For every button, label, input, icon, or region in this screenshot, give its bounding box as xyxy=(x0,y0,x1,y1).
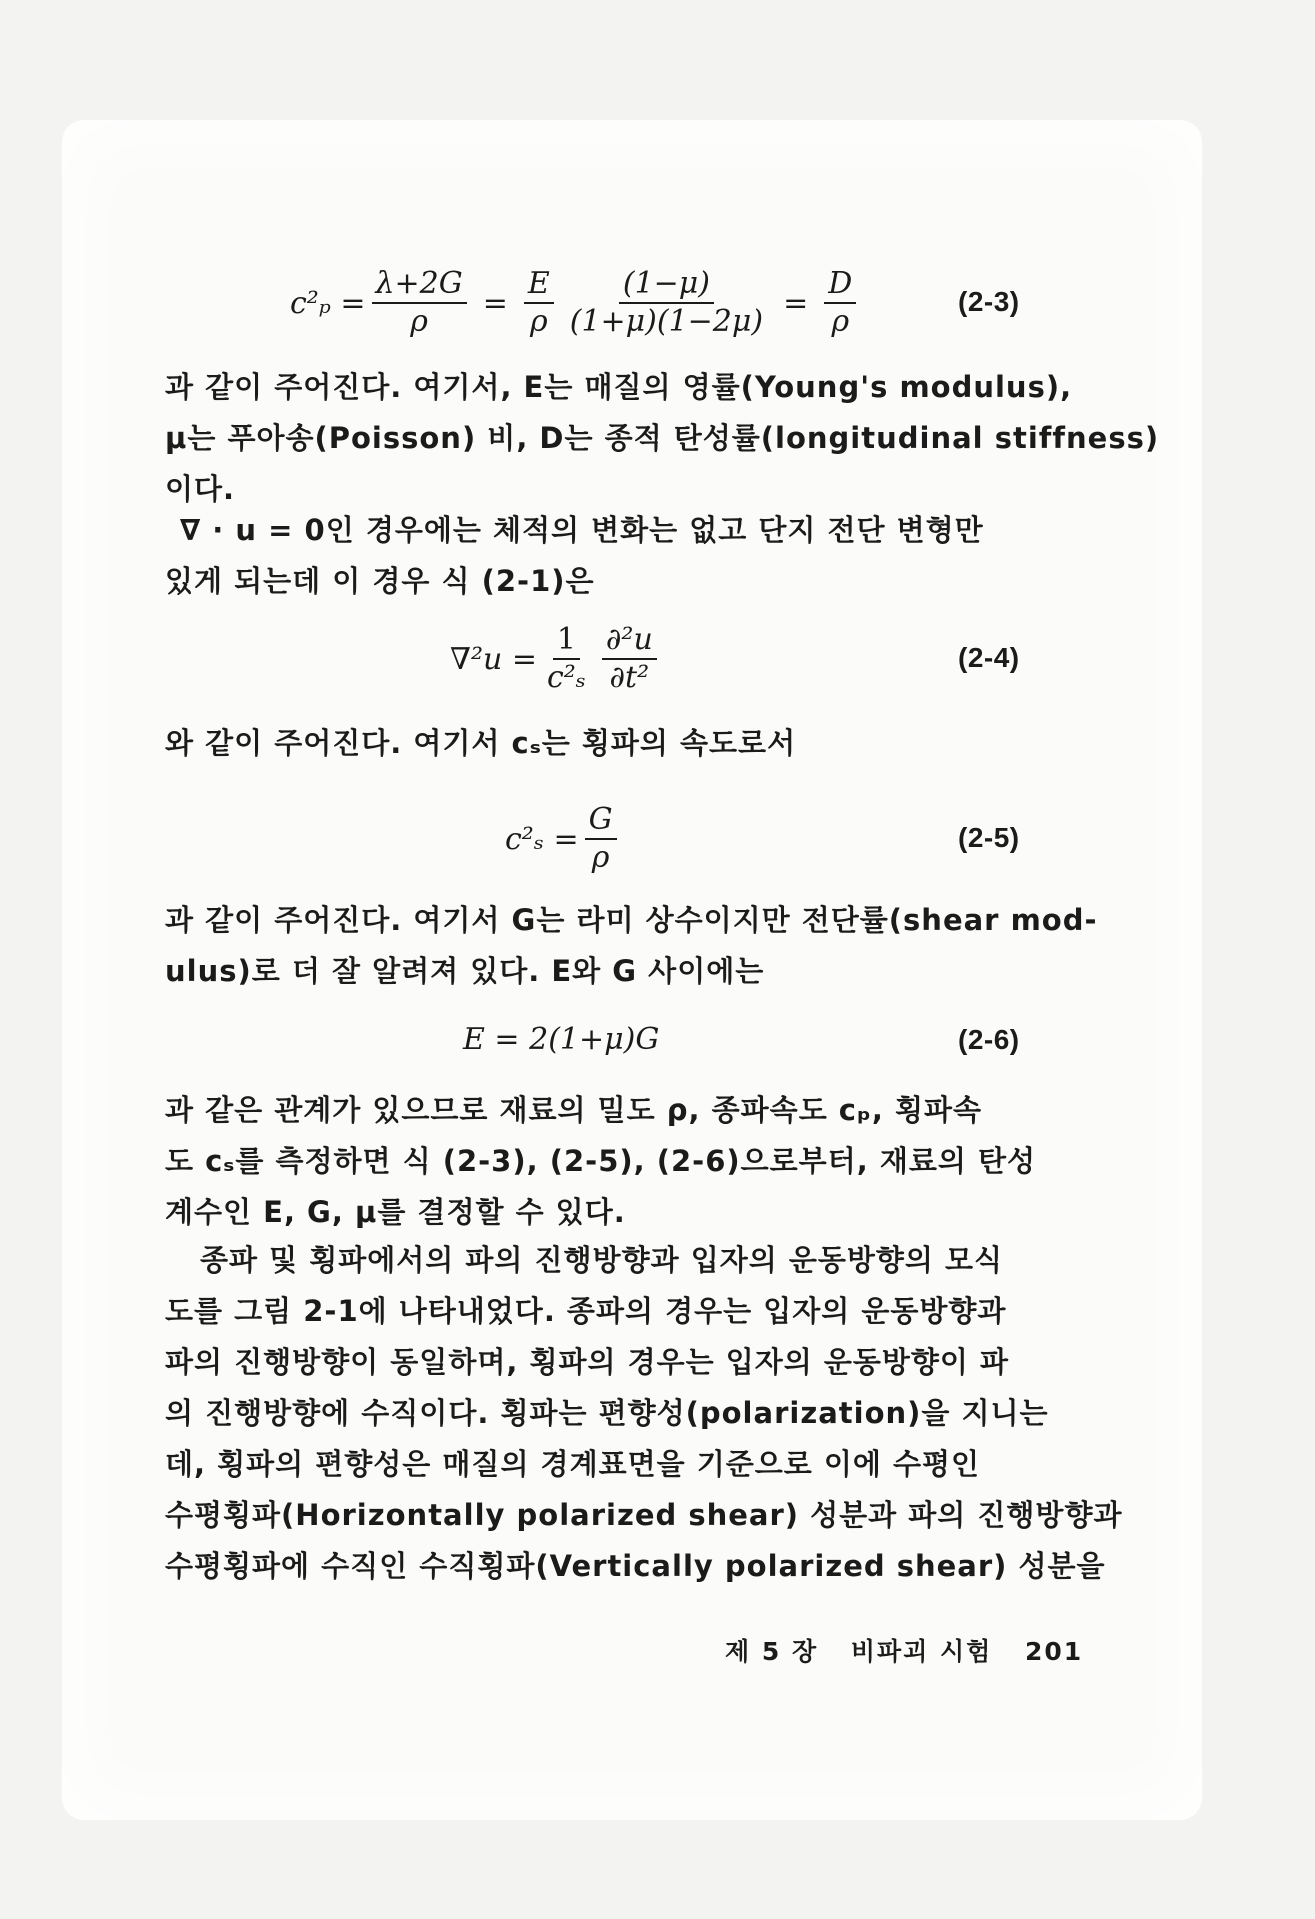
eq-denominator: ρ xyxy=(591,840,610,875)
equation-number: (2-6) xyxy=(958,1024,1020,1055)
text-line: 과 같이 주어진다. 여기서 G는 라미 상수이지만 전단률(shear mod- xyxy=(165,903,1098,937)
text-line: ∇ · u = 0인 경우에는 체적의 변화는 없고 단지 전단 변형만 xyxy=(180,513,984,547)
equation-number: (2-4) xyxy=(958,642,1020,673)
paragraph xyxy=(165,895,1098,997)
text-line: 이다. xyxy=(165,472,236,506)
eq-lhs: c²ₚ = xyxy=(290,285,366,321)
text-line: μ는 푸아송(Poisson) 비, D는 종적 탄성률(longitudinal stiffness) xyxy=(165,421,1160,455)
eq-numerator: (1−μ) xyxy=(619,267,714,304)
eq-numerator: G xyxy=(585,803,617,840)
text-line: 도를 그림 2-1에 나타내었다. 종파의 경우는 입자의 운동방향과 xyxy=(165,1294,1007,1328)
eq-fraction xyxy=(602,623,657,695)
chapter-title: 비파괴 시험 xyxy=(850,1637,993,1666)
paragraph xyxy=(165,1235,1123,1592)
eq-equals: = xyxy=(783,285,809,321)
eq-denominator: ρ xyxy=(410,304,428,339)
eq-numerator: 1 xyxy=(553,623,580,660)
eq-fraction xyxy=(585,803,617,875)
equation-number: (2-5) xyxy=(958,822,1020,853)
equation-number: (2-3) xyxy=(958,286,1020,317)
eq-fraction xyxy=(524,267,554,339)
text-line: ulus)로 더 잘 알려져 있다. E와 G 사이에는 xyxy=(165,954,765,988)
eq-fraction xyxy=(824,267,856,339)
text-line: 의 진행방향에 수직이다. 횡파는 편향성(polarization)을 지니는 xyxy=(165,1396,1049,1430)
eq-expression: E = 2(1+μ)G xyxy=(463,1022,660,1057)
text-line: 계수인 E, G, μ를 결정할 수 있다. xyxy=(165,1195,626,1229)
eq-fraction xyxy=(372,267,467,339)
text-line: 과 같이 주어진다. 여기서, E는 매질의 영률(Young's modulus), xyxy=(165,370,1073,404)
eq-numerator: ∂²u xyxy=(602,623,657,660)
eq-denominator: (1+μ)(1−2μ) xyxy=(569,304,764,339)
text-line: 과 같은 관계가 있으므로 재료의 밀도 ρ, 종파속도 cₚ, 횡파속 xyxy=(165,1093,983,1127)
page-footer xyxy=(725,1632,1105,1668)
text-line: 있게 되는데 이 경우 식 (2-1)은 xyxy=(165,564,595,598)
text-line: 파의 진행방향이 동일하며, 횡파의 경우는 입자의 운동방향이 파 xyxy=(165,1345,1010,1379)
eq-numerator: D xyxy=(824,267,856,304)
text-line: 도 cₛ를 측정하면 식 (2-3), (2-5), (2-6)으로부터, 재료의 탄성 xyxy=(165,1144,1036,1178)
text-line: 수평횡파(Horizontally polarized shear) 성분과 파의 진행방향과 xyxy=(165,1498,1123,1532)
eq-denominator: ρ xyxy=(831,304,850,339)
eq-fraction xyxy=(543,623,590,695)
paragraph xyxy=(165,505,1080,607)
eq-denominator: c²ₛ xyxy=(546,660,586,695)
eq-equals: = xyxy=(482,285,508,321)
paragraph xyxy=(165,362,1160,515)
eq-lhs: ∇²u = xyxy=(450,641,537,677)
text-line: 데, 횡파의 편향성은 매질의 경계표면을 기준으로 이에 수평인 xyxy=(165,1447,981,1481)
eq-fraction xyxy=(566,267,767,339)
eq-lhs: c²ₛ = xyxy=(505,821,579,857)
page-number: 201 xyxy=(1025,1637,1084,1666)
text-line: 수평횡파에 수직인 수직횡파(Vertically polarized shear) 성분을 xyxy=(165,1549,1106,1583)
text-line: 와 같이 주어진다. 여기서 cₛ는 횡파의 속도로서 xyxy=(165,726,797,760)
eq-numerator: E xyxy=(524,267,554,304)
eq-denominator: ∂t² xyxy=(609,660,650,695)
text-line: 종파 및 횡파에서의 파의 진행방향과 입자의 운동방향의 모식 xyxy=(200,1243,1004,1277)
paragraph xyxy=(165,1085,1065,1238)
paragraph xyxy=(165,718,1065,769)
eq-numerator: λ+2G xyxy=(372,267,467,304)
chapter-label: 제 5 장 xyxy=(725,1637,819,1666)
eq-denominator: ρ xyxy=(529,304,548,339)
